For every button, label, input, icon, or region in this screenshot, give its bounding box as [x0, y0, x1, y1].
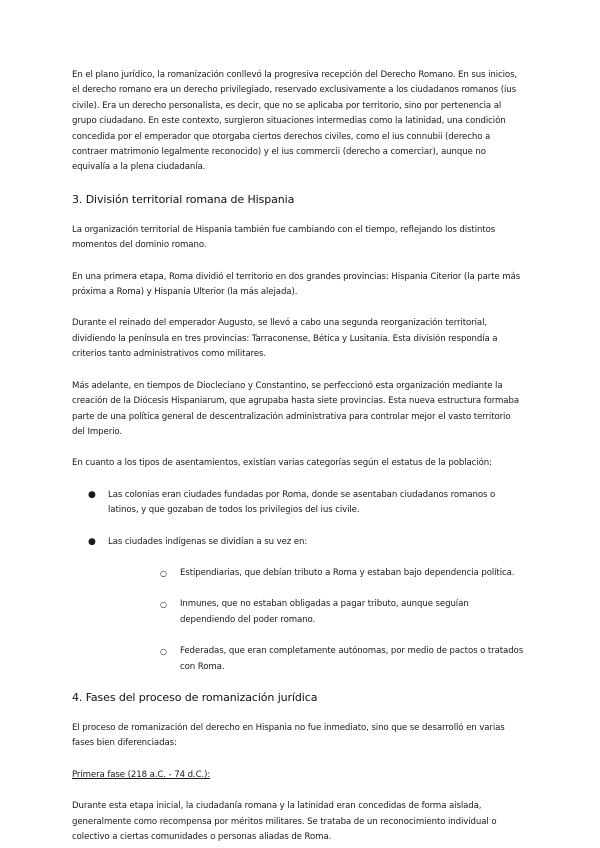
phase-1-paragraph: Durante esta etapa inicial, la ciudadanía romana y la latinidad eran concedidas de forma aislada, generalmente como recompensa por méritos militares. Se trataba de un reconocimiento individual o colectivo a ciertas comunidades o personas aliadas de Roma. — [72, 801, 497, 842]
section-4-intro-paragraph: El proceso de romanización del derecho en Hispania no fue inmediato, sino que se desarrolló en varias fases bien diferenciadas: — [72, 722, 505, 749]
sublist-item-text: Estipendiarias, que debían tributo a Roma y estaban bajo dependencia política. — [180, 567, 515, 578]
section-3-heading: 3. División territorial romana de Hispania — [72, 192, 295, 206]
list-item-ciudades-indigenas — [72, 535, 524, 675]
bullet-icon: ● — [88, 489, 96, 500]
sublist-item-estipendiarias — [108, 566, 524, 581]
list-item-text: Las ciudades indígenas se dividían a su vez en: — [108, 536, 308, 547]
sublist-item-text: Inmunes, que no estaban obligadas a pagar tributo, aunque seguían dependiendo del poder romano. — [180, 599, 469, 625]
list-item-colonias — [72, 488, 524, 519]
section-3-paragraph-4: Más adelante, en tiempos de Diocleciano y Constantino, se perfeccionó esta organización mediante la creación de la Diócesis Hispaniarum, que agrupaba hasta siete provincias. Esta nueva estructura formaba parte de una política general de descentralización administrativa para controlar mejor el vasto territorio del Imperio. — [72, 380, 519, 437]
section-3-paragraph-5: En cuanto a los tipos de asentamientos, existían varias categorías según el estatus de la población: — [72, 458, 492, 469]
section-4-heading: 4. Fases del proceso de romanización jurídica — [72, 690, 318, 704]
list-item-text: Las colonias eran ciudades fundadas por Roma, donde se asentaban ciudadanos romanos o latinos, y que gozaban de todos los privilegios del ius civile. — [108, 489, 496, 516]
circle-bullet-icon: ○ — [160, 647, 167, 657]
section-3-paragraph-1: La organización territorial de Hispania también fue cambiando con el tiempo, reflejando los distintos momentos del dominio romano. — [72, 224, 496, 251]
intro-paragraph: En el plano jurídico, la romanización conllevó la progresiva recepción del Derecho Romano. En sus inicios, el derecho romano era un derecho privilegiado, reservado exclusivamente a los ciudadanos romanos (ius civile). Era un derecho personalista, es decir, que no se aplicaba por territorio, sino por pertenencia al grupo ciudadano. En este contexto, surgieron situaciones intermedias como la latinidad, una condición concedida por el emperador que otorgaba ciertos derechos civiles, como el ius connubii (derecho a contraer matrimonio legalmente reconocido) y el ius commercii (derecho a comerciar), aunque no equivalía a la plena ciudadanía. — [72, 70, 518, 173]
circle-bullet-icon: ○ — [160, 600, 167, 610]
indigenous-cities-sublist — [108, 566, 524, 675]
phase-1-heading: Primera fase (218 a.C. - 74 d.C.): — [72, 769, 211, 780]
sublist-item-text: Federadas, que eran completamente autónomas, por medio de pactos o tratados con Roma. — [180, 646, 524, 672]
bullet-icon: ● — [88, 536, 96, 547]
sublist-item-federadas — [108, 644, 524, 675]
section-3-paragraph-3: Durante el reinado del emperador Augusto, se llevó a cabo una segunda reorganización territorial, dividiendo la península en tres provincias: Tarraconense, Bética y Lusitania. Esta división respondía a criterios tanto administrativos como militares. — [72, 318, 498, 360]
sublist-item-inmunes — [108, 597, 524, 628]
section-3-paragraph-2: En una primera etapa, Roma dividió el territorio en dos grandes provincias: Hispania Citerior (la parte más próxima a Roma) y Hispania Ulterior (la más alejada). — [72, 271, 521, 298]
circle-bullet-icon: ○ — [160, 568, 167, 578]
settlement-types-list — [72, 488, 524, 675]
